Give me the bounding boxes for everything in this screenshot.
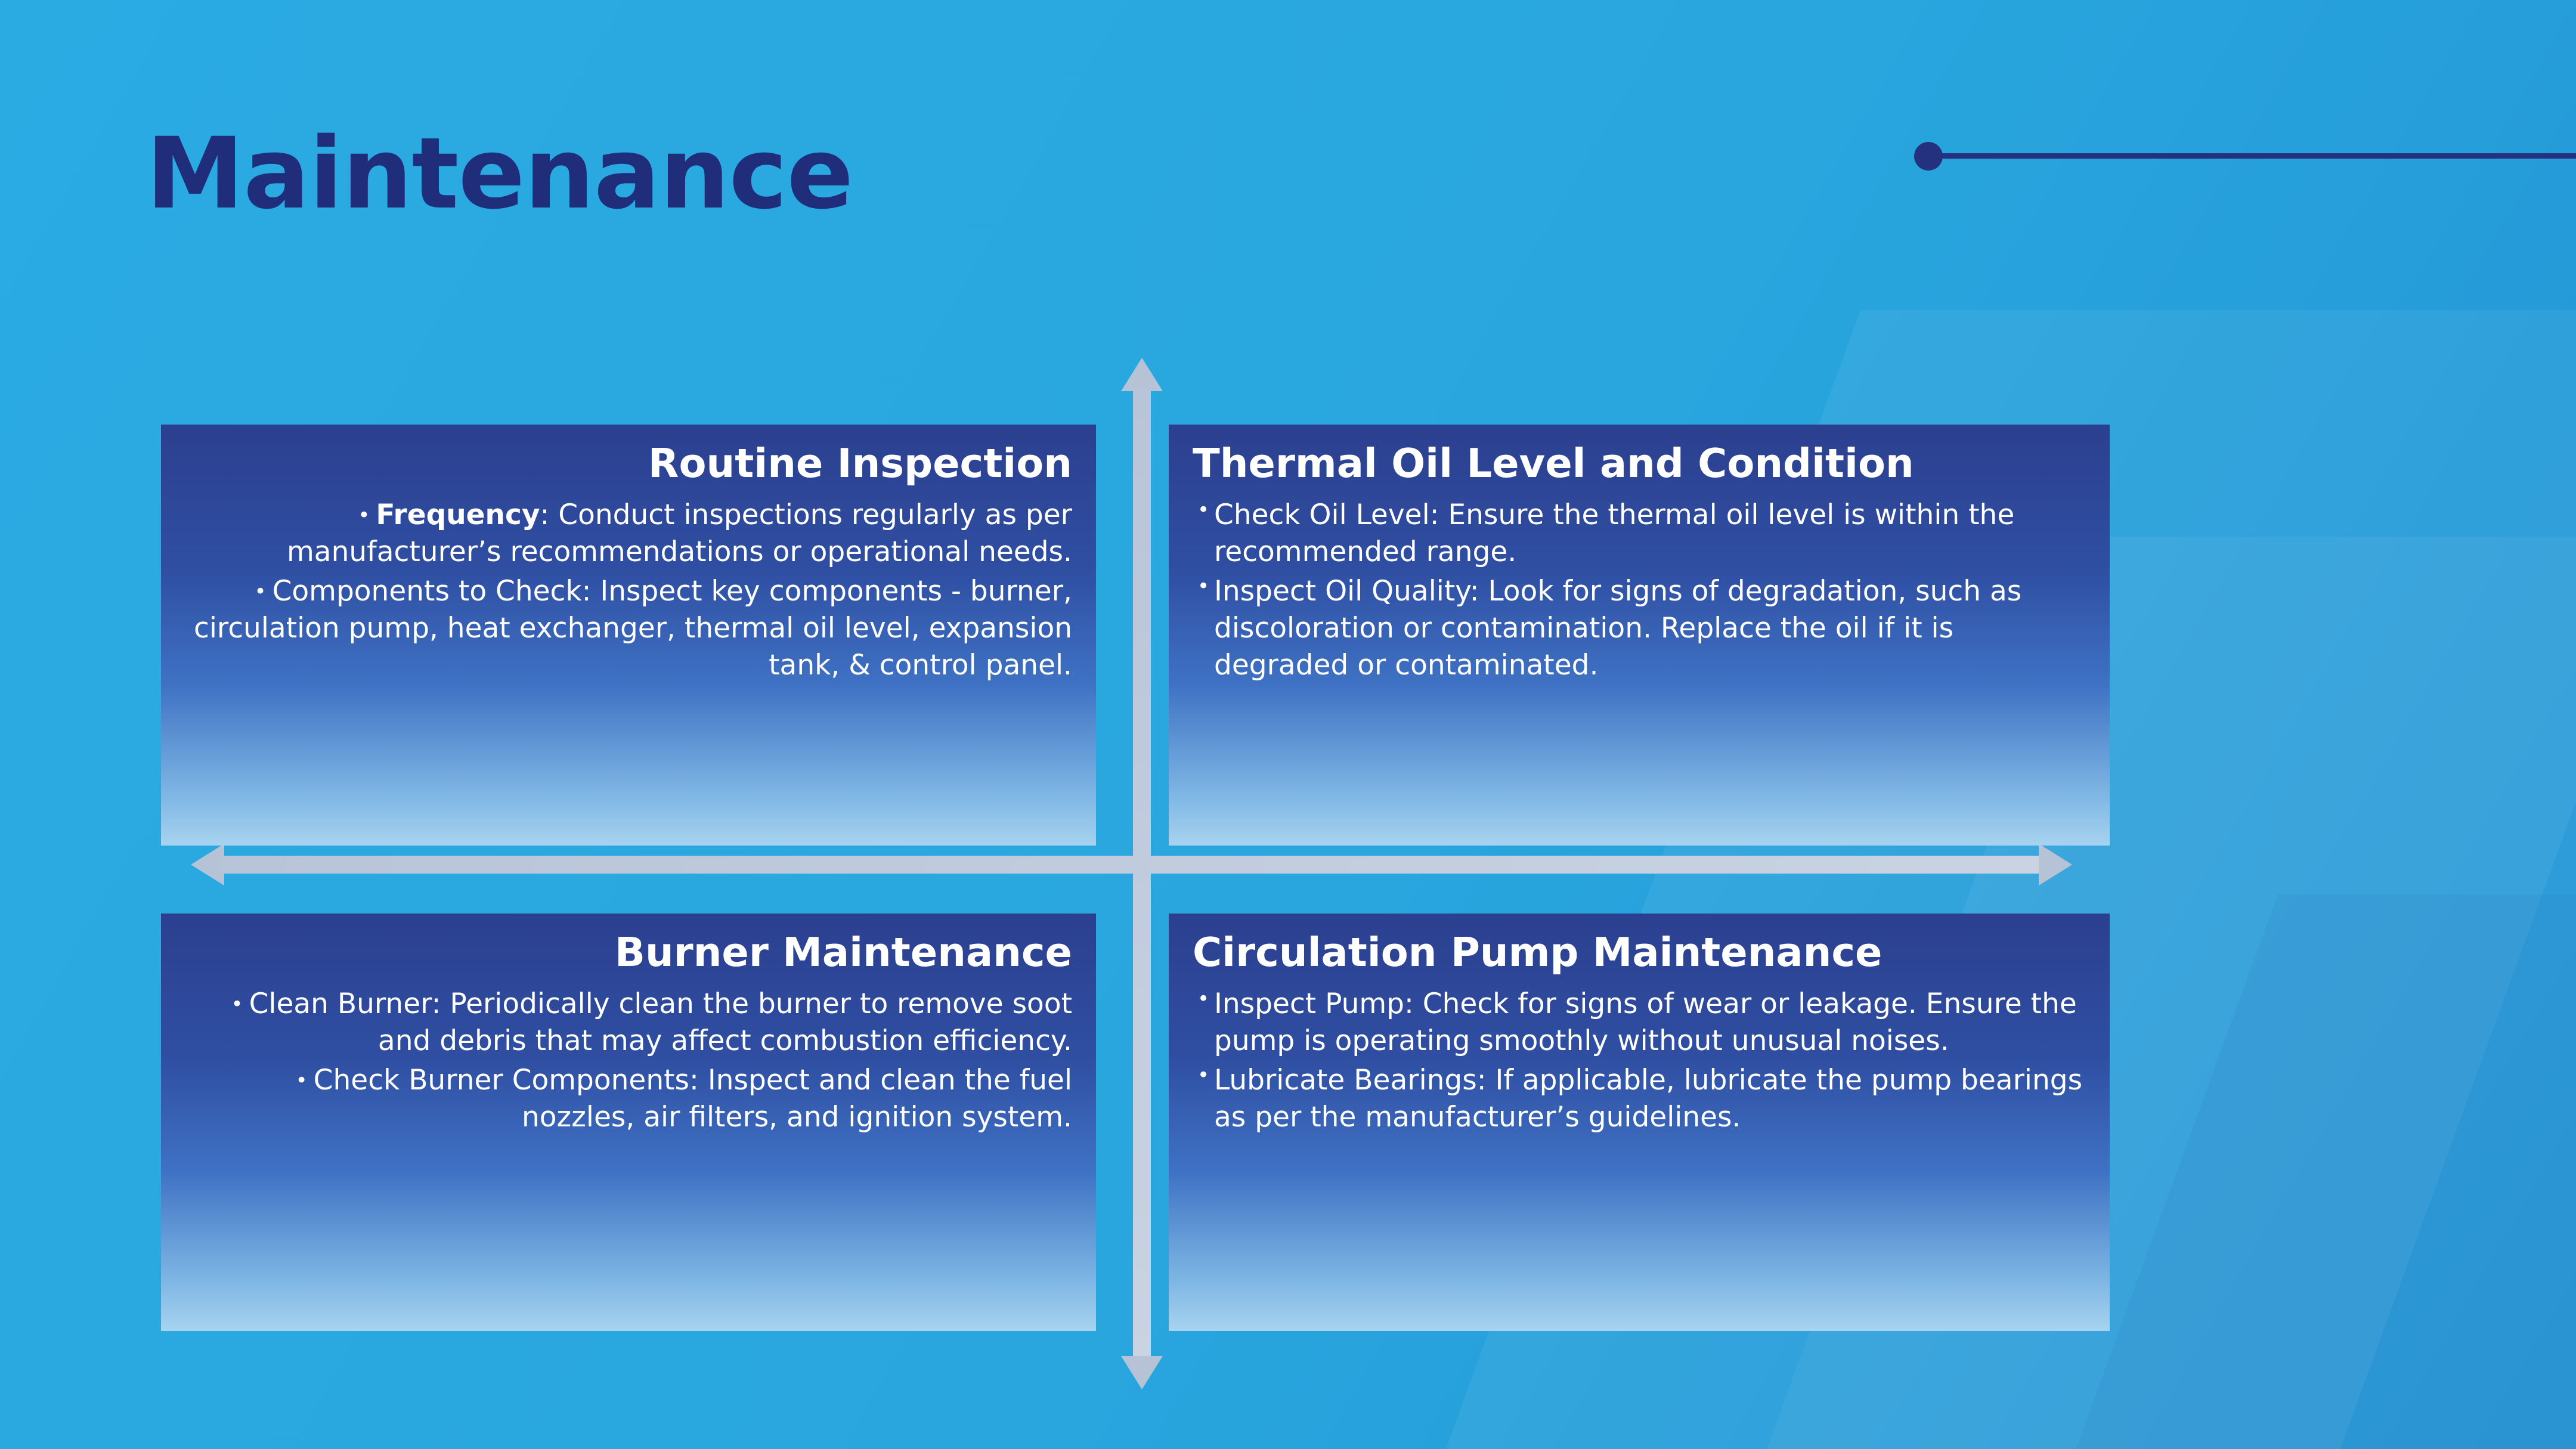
bullet-text: Check Oil Level: Ensure the thermal oil level is within the recommended range.: [1214, 499, 2015, 569]
list-item: [185, 573, 1072, 684]
decor-dot-icon: [1914, 142, 1943, 171]
arrow-head-right: [2039, 844, 2072, 886]
bullet-dot-icon: •: [1197, 1063, 1210, 1088]
list-item: [1193, 986, 2086, 1060]
decor-accent: [1914, 138, 2576, 174]
bullet-text: Lubricate Bearings: If applicable, lubricate the pump bearings as per the manufacturer’s guidelines.: [1214, 1064, 2083, 1134]
card-burner-maintenance: [161, 914, 1096, 1331]
list-item: [185, 1062, 1072, 1136]
decor-line: [1940, 153, 2576, 159]
arrow-shaft-horizontal: [221, 856, 2042, 874]
list-item: [1193, 497, 2086, 571]
bullet-text: : Conduct inspections regularly as per manufacturer’s recommendations or operational needs.: [287, 499, 1072, 569]
bullet-dot-icon: •: [1197, 498, 1210, 522]
list-item: [185, 986, 1072, 1060]
card-title: Routine Inspection: [648, 440, 1072, 487]
bullet-dot-icon: •: [358, 503, 370, 528]
card-title: Circulation Pump Maintenance: [1193, 929, 1883, 976]
bullet-dot-icon: •: [1197, 574, 1210, 599]
card-bullet-list: [185, 497, 1072, 684]
card-circulation-pump-maintenance: [1169, 914, 2110, 1331]
horizontal-double-arrow-icon: [191, 844, 2072, 886]
card-bullet-list: [185, 986, 1072, 1136]
card-title: Thermal Oil Level and Condition: [1193, 440, 1914, 487]
list-item: [185, 497, 1072, 571]
bullet-text: Inspect Pump: Check for signs of wear or leakage. Ensure the pump is operating smoothly without unusual noises.: [1214, 987, 2077, 1058]
page-title: Maintenance: [146, 116, 853, 231]
list-item: [1193, 573, 2086, 684]
bullet-dot-icon: •: [1197, 987, 1210, 1011]
bullet-dot-icon: •: [231, 992, 243, 1017]
arrow-head-down: [1121, 1356, 1163, 1389]
arrow-head-up: [1121, 358, 1163, 391]
card-title: Burner Maintenance: [614, 929, 1072, 976]
card-bullet-list: [1193, 986, 2086, 1136]
bullet-dot-icon: •: [254, 580, 267, 604]
bullet-text: Clean Burner: Periodically clean the burner to remove soot and debris that may affect combustion efficiency.: [249, 987, 1072, 1058]
bullet-text: Inspect Oil Quality: Look for signs of degradation, such as discoloration or contamination. Replace the oil if it is degraded or contaminated.: [1214, 575, 2022, 682]
bullet-text: Components to Check: Inspect key components - burner, circulation pump, heat exchanger, thermal oil level, expansion tank, & control panel.: [194, 575, 1072, 682]
card-routine-inspection: [161, 425, 1096, 846]
card-bullet-list: [1193, 497, 2086, 684]
bullet-text: Check Burner Components: Inspect and clean the fuel nozzles, air filters, and ignition system.: [313, 1064, 1072, 1134]
bullet-dot-icon: •: [295, 1069, 308, 1093]
list-item: [1193, 1062, 2086, 1136]
arrow-head-left: [191, 844, 224, 886]
card-thermal-oil-level-and-condition: [1169, 425, 2110, 846]
bullet-lead: Frequency: [376, 499, 540, 532]
